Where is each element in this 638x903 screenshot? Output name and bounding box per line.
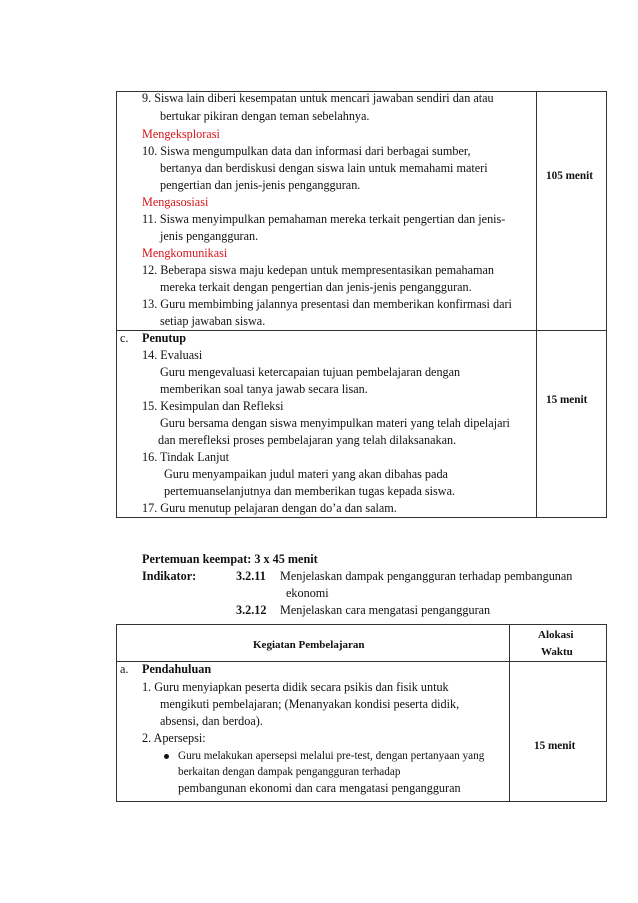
step-17-line: 17. Guru menutup pelajaran dengan do’a dan salam.: [142, 501, 397, 515]
step-15-line: 15. Kesimpulan dan Refleksi: [142, 399, 284, 413]
meeting-title: Pertemuan keempat: 3 x 45 menit: [142, 552, 318, 566]
step-14-desc: Guru mengevaluasi ketercapaian tujuan pembelajaran dengan: [160, 365, 461, 379]
time-allocation: 15 menit: [546, 394, 588, 406]
apersepsi-bullet-cont: pembangunan ekonomi dan cara mengatasi pengangguran: [178, 781, 461, 795]
step-16-desc: Guru menyampaikan judul materi yang akan dibahas pada: [164, 467, 448, 481]
step-14-line: 14. Evaluasi: [142, 348, 203, 362]
step-1-line: 1. Guru menyiapkan peserta didik secara psikis dan fisik untuk: [142, 680, 449, 694]
step-13-line: 13. Guru membimbing jalannya presentasi dan memberikan konfirmasi dari: [142, 297, 512, 311]
step-10-line: 10. Siswa mengumpulkan data dan informasi dari berbagai sumber,: [142, 144, 471, 158]
step-12-line-cont: mereka terkait dengan pengertian dan jenis-jenis pengangguran.: [160, 280, 472, 294]
step-9-line: 9. Siswa lain diberi kesempatan untuk mencari jawaban sendiri dan atau: [142, 91, 494, 105]
phase-heading-mengkomunikasi: Mengkomunikasi: [142, 246, 228, 260]
column-header-time-cont: Waktu: [541, 646, 573, 658]
bullet-icon: [164, 754, 169, 759]
time-allocation: 15 menit: [534, 740, 576, 752]
step-10-line-cont: bertanya dan berdiskusi dengan siswa lain untuk memahami materi: [160, 161, 488, 175]
step-11-line-cont: jenis pengangguran.: [160, 229, 259, 243]
column-header-time: Alokasi: [538, 629, 574, 641]
step-1-line-cont: absensi, dan berdoa).: [160, 714, 263, 728]
step-16-line: 16. Tindak Lanjut: [142, 450, 230, 464]
step-12-line: 12. Beberapa siswa maju kedepan untuk mempresentasikan pemahaman: [142, 263, 494, 277]
step-10-line-cont: pengertian dan jenis-jenis pengangguran.: [160, 178, 361, 192]
step-13-line-cont: setiap jawaban siswa.: [160, 314, 266, 328]
section-heading-penutup: Penutup: [142, 331, 187, 345]
step-16-desc: pertemuanselanjutnya dan memberikan tugas kepada siswa.: [164, 484, 456, 498]
table-row-divider: [116, 330, 607, 331]
step-15-desc: dan merefleksi proses pembelajaran yang telah dilaksanakan.: [158, 433, 457, 447]
table-column-divider: [509, 624, 510, 802]
table-column-divider: [536, 91, 537, 518]
time-allocation: 105 menit: [546, 170, 593, 182]
section-heading-pendahuluan: Pendahuluan: [142, 662, 212, 676]
indicator-label: Indikator:: [142, 569, 197, 583]
step-1-line-cont: mengikuti pembelajaran; (Menanyakan kondisi peserta didik,: [160, 697, 460, 711]
section-letter: a.: [120, 662, 129, 676]
indicator-text: Menjelaskan cara mengatasi pengangguran: [280, 603, 491, 617]
step-14-desc: memberikan soal tanya jawab secara lisan.: [160, 382, 368, 396]
indicator-text-cont: ekonomi: [286, 586, 329, 600]
apersepsi-bullet-text: Guru melakukan apersepsi melalui pre-test, dengan pertanyaan yang: [178, 750, 485, 762]
column-header-activity: Kegiatan Pembelajaran: [253, 639, 365, 651]
phase-heading-mengasosiasi: Mengasosiasi: [142, 195, 209, 209]
apersepsi-bullet-cont: berkaitan dengan dampak pengangguran terhadap: [178, 766, 401, 778]
phase-heading-mengeksplorasi: Mengeksplorasi: [142, 127, 220, 141]
indicator-code: 3.2.12: [236, 603, 267, 617]
step-11-line: 11. Siswa menyimpulkan pemahaman mereka terkait pengertian dan jenis-: [142, 212, 506, 226]
indicator-code: 3.2.11: [236, 569, 266, 583]
step-9-line-cont: bertukar pikiran dengan teman sebelahnya.: [160, 109, 370, 123]
step-2-line: 2. Apersepsi:: [142, 731, 206, 745]
section-letter: c.: [120, 331, 129, 345]
indicator-text: Menjelaskan dampak pengangguran terhadap pembangunan: [280, 569, 573, 583]
step-15-desc: Guru bersama dengan siswa menyimpulkan materi yang telah dipelajari: [160, 416, 510, 430]
